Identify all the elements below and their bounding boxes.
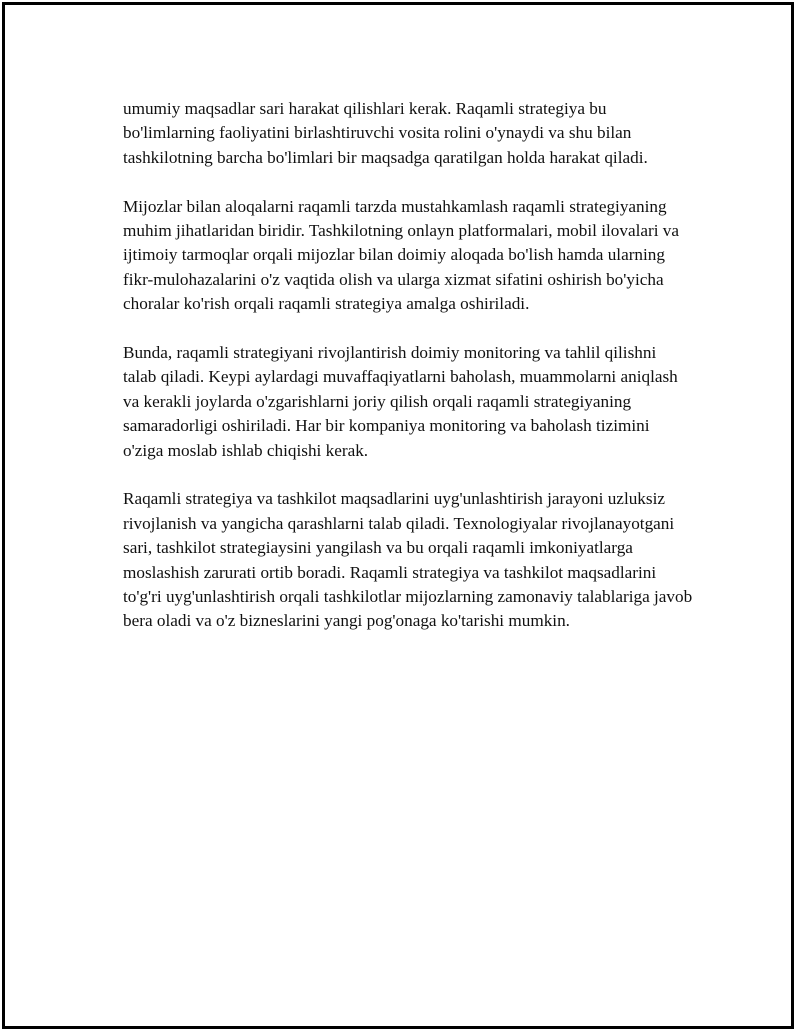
- paragraph-3: Bunda, raqamli strategiyani rivojlantirish doimiy monitoring va tahlil qilishni talab qiladi. Keypi aylardagi muvaffaqiyatlarni baholash, muammolarni aniqlash va kerakli joylarda o'zgarishlarni joriy qilish orqali raqamli strategiyaning samaradorligi oshiriladi. Har bir kompaniya monitoring va baholash tizimini o'ziga moslab ishlab chiqishi kerak.: [123, 343, 678, 460]
- document-body: [123, 97, 693, 658]
- paragraph-1: umumiy maqsadlar sari harakat qilishlari kerak. Raqamli strategiya bu bo'limlarning faoliyatini birlashtiruvchi vosita rolini o'ynaydi va shu bilan tashkilotning barcha bo'limlari bir maqsadga qaratilgan holda harakat qiladi.: [123, 99, 648, 167]
- paragraph-4: Raqamli strategiya va tashkilot maqsadlarini uyg'unlashtirish jarayoni uzluksiz rivojlanish va yangicha qarashlarni talab qiladi. Texnologiyalar rivojlanayotgani sari, tashkilot strategiaysini yangilash va bu orqali raqamli imkoniyatlarga moslashish zarurati ortib boradi. Raqamli strategiya va tashkilot maqsadlarini to'g'ri uyg'unlashtirish orqali tashkilotlar mijozlarning zamonaviy talablariga javob bera oladi va o'z bizneslarini yangi pog'onaga ko'tarishi mumkin.: [123, 489, 693, 631]
- paragraph-2: Mijozlar bilan aloqalarni raqamli tarzda mustahkamlash raqamli strategiyaning muhim jihatlaridan biridir. Tashkilotning onlayn platformalari, mobil ilovalari va ijtimoiy tarmoqlar orqali mijozlar bilan doimiy aloqada bo'lish hamda ularning fikr-mulohazalarini o'z vaqtida olish va ularga xizmat sifatini oshirish bo'yicha choralar ko'rish orqali raqamli strategiya amalga oshiriladi.: [123, 196, 680, 314]
- page-frame: [2, 2, 794, 1029]
